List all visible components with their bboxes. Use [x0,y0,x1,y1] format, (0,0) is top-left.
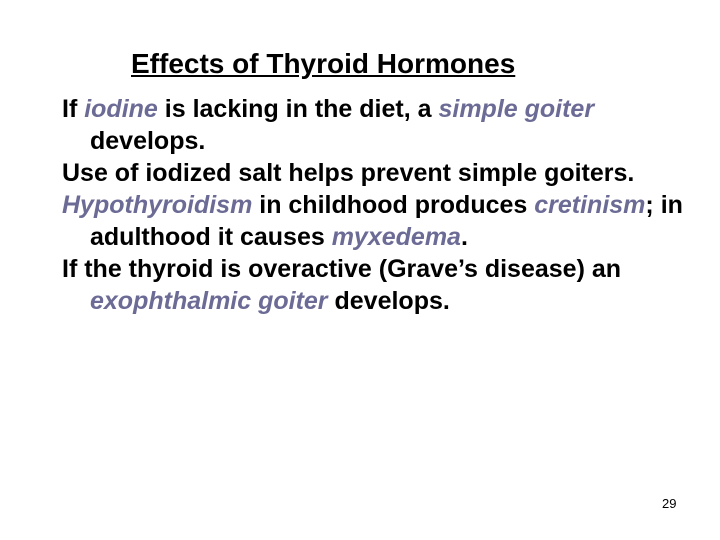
text-segment: If the thyroid is overactive (Grave’s disease) an [62,255,622,283]
term-hypothyroidism: Hypothyroidism [62,191,253,219]
text-segment: Use of iodized salt helps prevent simple goiters. [62,159,635,187]
term-simple-goiter: simple goiter [438,95,595,123]
text-segment: in childhood produces [252,191,535,219]
text-segment: If [62,95,85,123]
text-segment: is lacking in the diet, a [157,95,439,123]
slide-title: Effects of Thyroid Hormones [131,48,516,79]
page-number: 29 [662,496,677,511]
paragraph-iodized-salt [62,157,702,189]
term-myxedema: myxedema [331,223,461,251]
term-cretinism: cretinism [534,191,646,219]
paragraph-graves-disease [62,253,702,317]
text-segment: develops. [327,287,450,315]
text-segment: . [460,223,468,251]
text-segment: ; in adulthood it causes [90,191,683,251]
slide-body [62,93,702,317]
paragraph-hypothyroidism [62,189,702,253]
text-segment: develops. [90,127,206,155]
term-iodine: iodine [84,95,158,123]
paragraph-iodine [62,93,702,157]
term-exophthalmic-goiter: exophthalmic goiter [90,287,328,315]
